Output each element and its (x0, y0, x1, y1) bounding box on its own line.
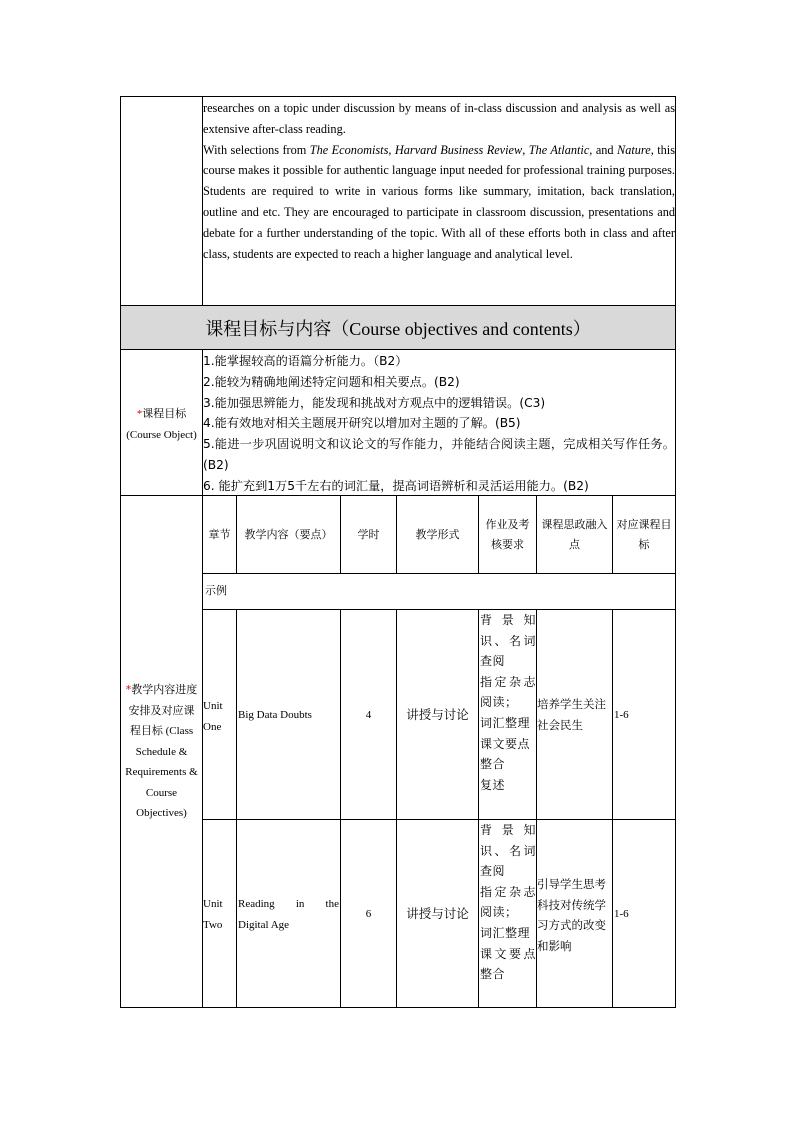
label-text: 程目标 (129, 724, 163, 737)
row2-content (238, 894, 339, 935)
unit-line: Two (203, 918, 223, 931)
label-line (121, 680, 202, 701)
table-bottom-border (120, 1007, 676, 1008)
row1-content: Big Data Doubts (238, 709, 312, 721)
assign-item: 指定杂志阅读； (480, 884, 536, 920)
table-left-border (120, 96, 121, 1008)
content-line: Digital Age (238, 918, 290, 931)
objective-item: 3.能加强思辨能力，能发现和挑战对方观点中的逻辑错误。(C3) (203, 395, 546, 410)
row1-form: 讲授与讨论 (406, 707, 469, 722)
text-segment: , (522, 142, 529, 157)
row1-ideology: 培养学生关注社会民生 (537, 697, 606, 732)
objective-item: 5.能进一步巩固说明文和议论文的写作能力，并能结合阅读主题，完成相关写作任务。(B2) (203, 437, 675, 472)
row1-assignment (480, 610, 536, 795)
label-line: Objectives) (136, 807, 187, 819)
content-word: the (325, 898, 339, 910)
col-border (478, 495, 479, 574)
table-top-border (120, 96, 676, 97)
objective-item: 6. 能扩充到1万5千左右的词汇量，提高词语辨析和灵活运用能力。(B2) (203, 478, 589, 493)
unit-line: Unit (203, 898, 223, 910)
content-line (238, 894, 339, 915)
col-border (396, 609, 397, 1008)
section-title (121, 306, 675, 349)
row2-form: 讲授与讨论 (406, 906, 469, 921)
row-border (202, 573, 676, 574)
assign-item: 词汇整理 (480, 925, 531, 940)
row1-target: 1-6 (614, 709, 629, 721)
objective-item: 4.能有效地对相关主题展开研究以增加对主题的了解。(B5) (203, 416, 521, 431)
assign-item: 背景知识、名词查阅 (480, 823, 536, 879)
row1-hours: 4 (365, 709, 372, 721)
row-border (202, 819, 676, 820)
text-segment: this course makes it possible for authentic language input needed for professional training purposes. Students are required to write in various forms like summary, imitation, back translation, outline and etc. They are encouraged to participate in classroom discussion, presentations and debate for a further understanding of the topic. With all of these efforts both in class and after class, students are expected to reach a higher language and analytical level. (203, 142, 675, 261)
objectives-label (121, 404, 202, 445)
objective-item: 1.能掌握较高的语篇分析能力。（B2） (203, 354, 408, 368)
header-form: 教学形式 (415, 527, 460, 541)
objectives-label-en: (Course Object) (126, 428, 197, 441)
row2-assignment (480, 820, 536, 985)
unit-line: One (203, 720, 222, 733)
label-line (121, 721, 202, 742)
label-line: Course (145, 786, 178, 799)
col-border (340, 609, 341, 1008)
assign-item: 背景知识、名词查阅 (480, 613, 536, 669)
description-paragraph-2 (203, 140, 675, 265)
header-ideology: 课程思政融入点 (541, 517, 608, 551)
unit-line: Unit (203, 700, 223, 712)
row1-unit (203, 696, 236, 737)
assign-item: 指定杂志阅读； (480, 674, 536, 710)
header-assignment: 作业及考核要求 (485, 517, 530, 551)
table-right-border (675, 96, 676, 1008)
assign-item: 复述 (480, 777, 506, 792)
text-segment: With selections from (203, 142, 310, 157)
header-target: 对应课程目标 (616, 517, 672, 551)
assign-item: 课文要点整合 (480, 736, 531, 772)
description-paragraph-1: researches on a topic under discussion by means of in-class discussion and analysis as well as extensive after-class reading. (203, 101, 675, 136)
col-border (478, 609, 479, 1008)
label-line: Requirements & (125, 766, 198, 778)
row2-target: 1-6 (614, 908, 629, 920)
required-star: * (125, 683, 132, 696)
label-line: 安排及对应课 (128, 703, 195, 717)
objectives-list (203, 351, 675, 497)
section-title-en: （Course objectives and contents） (331, 318, 591, 339)
source-title: Harvard Business Review (394, 142, 523, 157)
content-word: Reading (238, 898, 275, 910)
col-border (612, 609, 613, 1008)
row-border (202, 609, 676, 610)
source-title: The Atlantic, (528, 142, 593, 157)
header-hours: 学时 (357, 527, 380, 541)
assign-item: 词汇整理 (480, 715, 531, 730)
label-text: 教学内容进度 (131, 683, 198, 696)
source-title: Nature, (617, 142, 654, 157)
row-border (120, 349, 676, 350)
text-segment: and (592, 142, 618, 157)
source-title: The Economists (309, 142, 389, 157)
text-segment: , (388, 142, 395, 157)
header-chapter: 章节 (208, 527, 231, 541)
label-text: (Class (162, 725, 194, 737)
course-description (203, 98, 675, 264)
row2-ideology: 引导学生思考科技对传统学习方式的改变和影响 (537, 877, 606, 953)
row2-hours: 6 (365, 908, 372, 920)
header-content: 教学内容（要点） (244, 527, 333, 541)
label-text: 课程目标 (142, 407, 187, 420)
objectives-label-zh (121, 404, 202, 425)
row2-unit (203, 894, 236, 935)
label-line: Schedule & (135, 745, 188, 758)
section-title-zh: 课程目标与内容 (205, 318, 332, 340)
schedule-label (121, 680, 202, 824)
required-star: * (136, 408, 143, 420)
objective-item: 2.能较为精确地阐述特定问题和相关要点。(B2) (203, 374, 460, 389)
content-word: in (295, 898, 305, 910)
example-label: 示例 (205, 584, 227, 597)
assign-item: 课文要点整合 (480, 946, 536, 982)
col-border (236, 609, 237, 1008)
